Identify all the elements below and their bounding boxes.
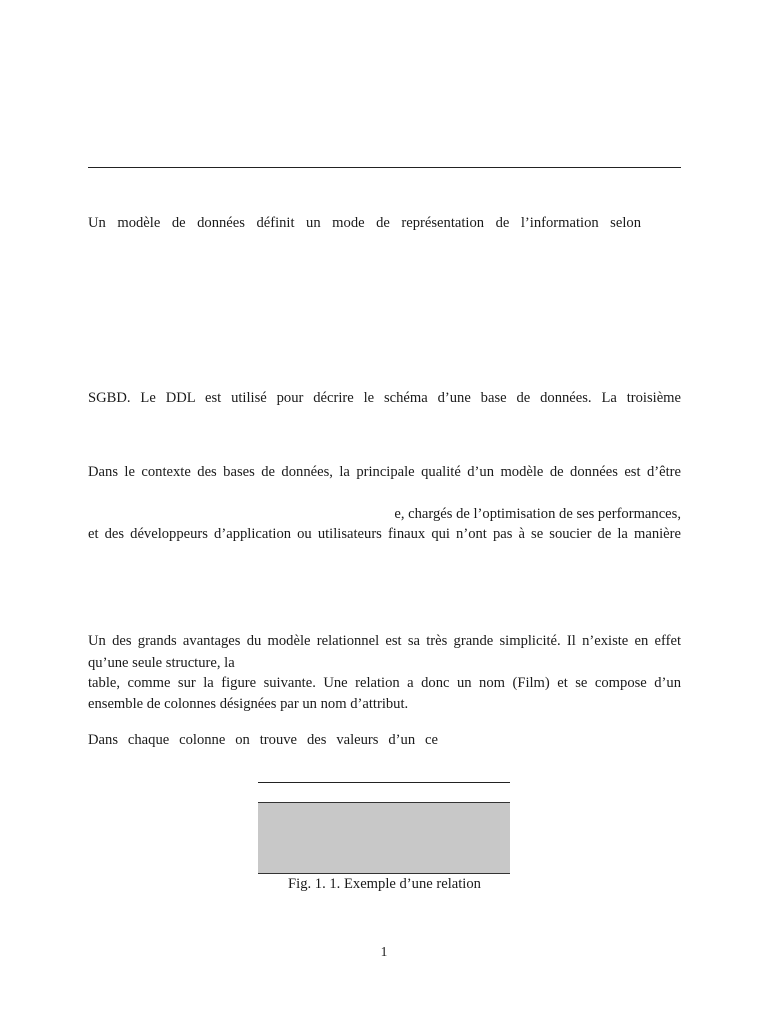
figure-relation-table [258,802,510,874]
paragraph-1-line-1: Un modèle de données définit un mode de représentation de l’information selon [88,215,641,231]
figure-top-rule [258,782,510,783]
paragraph-4-line-4: ensemble de colonnes désignées par un nom d’attribut. [88,696,409,712]
paragraph-4-line-2: qu’une seule structure, la [88,655,235,671]
paragraph-3-line-1: Dans le contexte des bases de données, la principale qualité d’un modèle de données est d’être [88,464,681,480]
figure-caption: Fig. 1. 1. Exemple d’une relation [288,876,481,892]
paragraph-3-line-3: et des développeurs d’application ou utilisateurs finaux qui n’ont pas à se soucier de la manière [88,526,681,542]
header-rule [88,167,681,168]
paragraph-2-line-1: SGBD. Le DDL est utilisé pour décrire le schéma d’une base de données. La troisième [88,390,681,406]
paragraph-5-line-1: Dans chaque colonne on trouve des valeurs d’un ce [88,732,438,748]
paragraph-3-line-2: e, chargés de l’optimisation de ses performances, [394,506,681,522]
page-number: 1 [380,944,388,959]
paragraph-4-line-3: table, comme sur la figure suivante. Une relation a donc un nom (Film) et se compose d’un [88,675,681,691]
paragraph-4-line-1: Un des grands avantages du modèle relationnel est sa très grande simplicité. Il n’existe en effet [88,633,681,649]
